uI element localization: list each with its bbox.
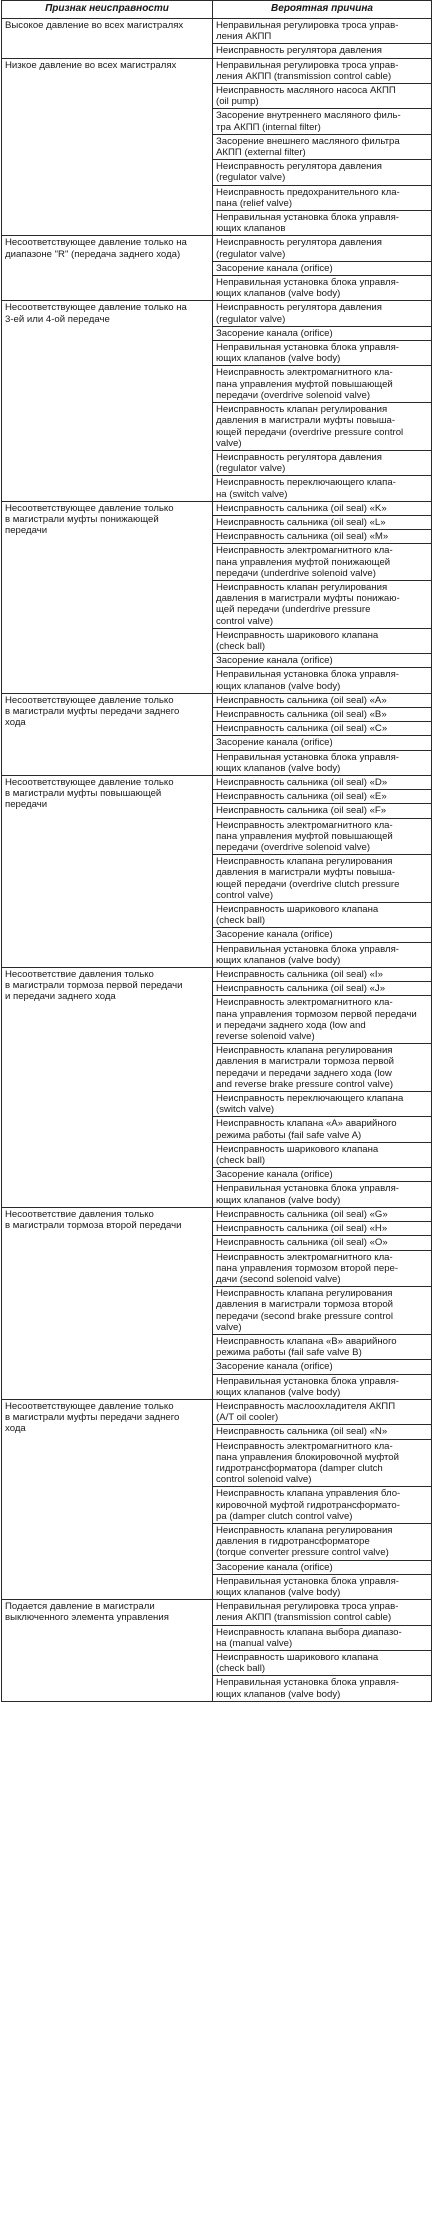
cause-text: ющих клапанов (valve body): [216, 1586, 341, 1598]
cause-cell: [213, 1287, 432, 1335]
cause-text: Неправильная установка блока управля-: [216, 1375, 399, 1387]
cause-text: (check ball): [216, 915, 266, 927]
cause-text: ющей передачи (overdrive pressure control: [216, 426, 404, 438]
cause-text: ющих клапанов (valve body): [216, 1688, 341, 1700]
cause-text: пана управления муфтой повышающей: [216, 378, 393, 390]
cause-text: режима работы (fail safe valve B): [216, 1347, 362, 1359]
cause-cell: [213, 1092, 432, 1117]
cause-cell: [213, 790, 432, 804]
cause-cell: [213, 450, 432, 475]
cause-text: ющих клапанов (valve body): [216, 1386, 341, 1398]
symptom-cell: [2, 968, 213, 1208]
symptom-text: в магистрали муфты передачи заднего: [5, 705, 180, 717]
cause-text: Засорение канала (orifice): [216, 1561, 333, 1573]
cause-text: Неисправность клапана регулирования: [216, 1288, 393, 1300]
cause-text: Неисправность сальника (oil seal) «B»: [216, 708, 387, 720]
symptom-text: Несоответствующее давление только на: [5, 237, 187, 249]
cause-cell: [213, 1142, 432, 1167]
cause-text: Неправильная регулировка троса управ-: [216, 20, 399, 31]
cause-text: Неисправность сальника (oil seal) «M»: [216, 531, 389, 543]
cause-text: (regulator valve): [216, 313, 286, 325]
cause-cell: [213, 261, 432, 275]
cause-text: Неисправность масляного насоса АКПП: [216, 85, 396, 97]
cause-text: Неисправность клапана «B» аварийного: [216, 1335, 397, 1347]
cause-text: Неисправность сальника (oil seal) «E»: [216, 791, 387, 803]
cause-cell: [213, 1487, 432, 1524]
cause-text: Неисправность регулятора давления: [216, 161, 382, 173]
cause-cell: [213, 1523, 432, 1560]
cause-text: control valve): [216, 889, 274, 901]
cause-text: (A/T oil cooler): [216, 1412, 279, 1424]
cause-text: control solenoid valve): [216, 1474, 312, 1486]
symptom-text: Несоответствующее давление только на: [5, 302, 187, 314]
cause-cell: [213, 301, 432, 326]
cause-text: кировочной муфтой гидротрансформато-: [216, 1499, 400, 1511]
symptom-text: 3-ей или 4-ой передаче: [5, 313, 110, 325]
cause-text: (check ball): [216, 1155, 266, 1167]
cause-text: Неисправность клапана регулирования: [216, 1524, 393, 1536]
cause-text: Неисправность клапана выбора диапазо-: [216, 1626, 402, 1638]
cause-cell: [213, 968, 432, 982]
cause-cell: [213, 722, 432, 736]
cause-text: valve): [216, 437, 242, 449]
cause-text: Неисправность сальника (oil seal) «O»: [216, 1237, 388, 1249]
symptom-text: в магистрали муфты передачи заднего: [5, 1412, 180, 1424]
header-cause: Вероятная причина: [213, 1, 432, 19]
cause-cell: [213, 185, 432, 210]
cause-text: ющих клапанов (valve body): [216, 1194, 341, 1206]
cause-text: Засорение канала (orifice): [216, 262, 333, 274]
cause-cell: [213, 1425, 432, 1439]
cause-text: (regulator valve): [216, 463, 286, 475]
cause-cell: [213, 1676, 432, 1701]
cause-text: Неисправность клапана регулирования: [216, 1045, 393, 1057]
symptom-text: и передачи заднего хода: [5, 991, 116, 1003]
cause-cell: [213, 855, 432, 903]
cause-cell: [213, 1399, 432, 1424]
cause-cell: [213, 1182, 432, 1207]
symptom-text: Высокое давление во всех магистралях: [5, 20, 184, 31]
cause-text: Неисправность клапан регулирования: [216, 404, 388, 416]
cause-text: Неисправность клапан регулирования: [216, 581, 388, 593]
cause-text: Неисправность шарикового клапана: [216, 904, 379, 916]
cause-cell: [213, 1334, 432, 1359]
cause-cell: [213, 515, 432, 529]
cause-text: пана управления муфтой понижающей: [216, 556, 391, 568]
cause-text: Неисправность переключающего клапа-: [216, 477, 396, 489]
cause-text: давления в магистрали муфты понижаю-: [216, 593, 400, 605]
table-row: [2, 1399, 432, 1424]
cause-text: передачи (overdrive solenoid valve): [216, 842, 371, 853]
symptom-text: Несоответствующее давление только: [5, 776, 174, 788]
cause-cell: [213, 818, 432, 855]
cause-cell: [213, 1560, 432, 1574]
cause-text: передачи (overdrive solenoid valve): [216, 389, 371, 401]
cause-cell: [213, 326, 432, 340]
table-row: [2, 301, 432, 326]
cause-text: Засорение канала (orifice): [216, 737, 333, 749]
cause-text: Неисправность сальника (oil seal) «N»: [216, 1426, 388, 1438]
cause-text: (regulator valve): [216, 172, 286, 184]
cause-text: Неправильная установка блока управля-: [216, 1575, 399, 1587]
cause-cell: [213, 1250, 432, 1287]
symptom-text: в магистрали тормоза первой передачи: [5, 980, 183, 992]
table-row: [2, 58, 432, 83]
cause-text: Неисправность шарикового клапана: [216, 1143, 379, 1155]
cause-text: гидротрансформатора (damper clutch: [216, 1462, 383, 1474]
symptom-cell: [2, 236, 213, 301]
table-header-row: [2, 1, 432, 19]
symptom-text: в магистрали муфты понижающей: [5, 513, 159, 525]
cause-cell: [213, 544, 432, 581]
cause-text: ющих клапанов (valve body): [216, 353, 341, 365]
cause-text: (switch valve): [216, 1104, 275, 1116]
cause-text: Неправильная установка блока управля-: [216, 943, 399, 955]
cause-cell: [213, 44, 432, 58]
symptom-cell: [2, 693, 213, 775]
symptom-text: Несоответствующее давление только: [5, 1400, 174, 1412]
cause-text: Неправильная установка блока управля-: [216, 342, 399, 354]
cause-text: на (manual valve): [216, 1637, 293, 1649]
cause-cell: [213, 160, 432, 185]
cause-text: Неправильная регулировка троса управ-: [216, 59, 399, 71]
symptom-text: хода: [5, 1423, 26, 1435]
cause-cell: [213, 403, 432, 451]
cause-cell: [213, 211, 432, 236]
cause-text: Неисправность предохранительного кла-: [216, 186, 400, 198]
table-body: [2, 19, 432, 1702]
cause-text: reverse solenoid valve): [216, 1031, 315, 1043]
cause-text: Неправильная регулировка троса управ-: [216, 1601, 399, 1613]
cause-text: пана управления блокировочной муфтой: [216, 1451, 399, 1463]
cause-cell: [213, 58, 432, 83]
cause-text: Засорение канала (orifice): [216, 1169, 333, 1181]
cause-cell: [213, 1236, 432, 1250]
table-row: [2, 236, 432, 261]
cause-cell: [213, 1374, 432, 1399]
cause-text: Засорение канала (orifice): [216, 1361, 333, 1373]
cause-cell: [213, 341, 432, 366]
cause-text: Неисправность сальника (oil seal) «D»: [216, 776, 388, 788]
cause-cell: [213, 736, 432, 750]
cause-cell: [213, 654, 432, 668]
cause-text: ющих клапанов (valve body): [216, 762, 341, 774]
header-symptom: Признак неисправности: [2, 1, 213, 19]
cause-text: Неисправность шарикового клапана: [216, 1652, 379, 1663]
cause-cell: [213, 982, 432, 996]
cause-text: Неисправность регулятора давления: [216, 302, 382, 314]
cause-text: Неисправность электромагнитного кла-: [216, 1251, 393, 1263]
table-row: [2, 19, 432, 44]
cause-text: Засорение внешнего масляного фильтра: [216, 135, 400, 147]
symptom-text: диапазоне "R" (передача заднего хода): [5, 248, 181, 260]
table-row: [2, 968, 432, 982]
cause-text: Засорение канала (orifice): [216, 655, 333, 667]
cause-cell: [213, 501, 432, 515]
cause-cell: [213, 804, 432, 818]
cause-text: Неисправность сальника (oil seal) «J»: [216, 983, 386, 995]
symptom-cell: [2, 775, 213, 967]
symptom-text: в магистрали тормоза второй передачи: [5, 1220, 182, 1232]
table-row: [2, 693, 432, 707]
symptom-text: Низкое давление во всех магистралях: [5, 59, 177, 71]
cause-text: Неисправность клапана регулирования: [216, 856, 393, 868]
cause-cell: [213, 1360, 432, 1374]
cause-cell: [213, 1222, 432, 1236]
cause-text: давления в магистрали тормоза первой: [216, 1056, 395, 1068]
cause-text: ра (damper clutch control valve): [216, 1510, 353, 1522]
cause-text: Неисправность регулятора давления: [216, 45, 382, 57]
cause-cell: [213, 903, 432, 928]
cause-text: valve): [216, 1321, 242, 1333]
symptom-text: передачи: [5, 799, 48, 811]
cause-cell: [213, 693, 432, 707]
cause-cell: [213, 1168, 432, 1182]
cause-text: Неисправность электромагнитного кла-: [216, 819, 393, 831]
cause-cell: [213, 1207, 432, 1221]
cause-text: на (switch valve): [216, 488, 288, 500]
cause-cell: [213, 580, 432, 628]
table-row: [2, 1600, 432, 1625]
cause-text: пана управления тормозом первой передачи: [216, 1008, 417, 1020]
cause-text: передачи и передачи заднего хода (low: [216, 1067, 392, 1079]
cause-text: пана управления тормозом второй пере-: [216, 1262, 399, 1274]
cause-text: пана (relief valve): [216, 197, 293, 209]
cause-text: Неправильная установка блока управля-: [216, 1183, 399, 1195]
table-row: [2, 775, 432, 789]
cause-cell: [213, 1651, 432, 1676]
symptom-text: Несоответствие давления только: [5, 1208, 154, 1220]
cause-cell: [213, 707, 432, 721]
cause-cell: [213, 530, 432, 544]
cause-cell: [213, 236, 432, 261]
cause-text: Засорение канала (orifice): [216, 327, 333, 339]
cause-text: ющих клапанов: [216, 223, 286, 235]
cause-text: АКПП (external filter): [216, 147, 306, 159]
cause-text: Неисправность клапана «А» аварийного: [216, 1118, 397, 1130]
cause-text: Неправильная установка блока управля-: [216, 751, 399, 763]
cause-cell: [213, 134, 432, 159]
cause-text: Засорение внутреннего масляного филь-: [216, 110, 401, 122]
symptom-text: хода: [5, 717, 26, 729]
symptom-cell: [2, 19, 213, 59]
cause-text: (torque converter pressure control valve): [216, 1547, 389, 1559]
cause-text: Неисправность клапана управления бло-: [216, 1488, 401, 1500]
symptom-cell: [2, 1600, 213, 1702]
symptom-text: Несоответствие давления только: [5, 969, 154, 981]
cause-text: (oil pump): [216, 96, 259, 108]
cause-cell: [213, 84, 432, 109]
cause-text: (check ball): [216, 640, 266, 652]
cause-cell: [213, 19, 432, 44]
cause-text: Неисправность электромагнитного кла-: [216, 1440, 393, 1452]
cause-text: Неисправность регулятора давления: [216, 237, 382, 249]
table-row: [2, 501, 432, 515]
cause-text: Неисправность сальника (oil seal) «C»: [216, 723, 388, 735]
cause-text: Неисправность сальника (oil seal) «A»: [216, 694, 387, 706]
cause-text: Неисправность шарикового клапана: [216, 629, 379, 641]
cause-text: дачи (second solenoid valve): [216, 1273, 341, 1285]
cause-text: Засорение канала (orifice): [216, 929, 333, 941]
cause-text: давления в магистрали тормоза второй: [216, 1299, 394, 1311]
cause-text: (regulator valve): [216, 248, 286, 260]
cause-text: Неисправность регулятора давления: [216, 451, 382, 463]
cause-text: давления в магистрали муфты повыша-: [216, 867, 396, 879]
cause-text: Неисправность электромагнитного кла-: [216, 545, 393, 557]
cause-text: режима работы (fail safe valve A): [216, 1129, 362, 1141]
cause-cell: [213, 628, 432, 653]
cause-text: давления в гидротрансформаторе: [216, 1536, 370, 1548]
cause-cell: [213, 750, 432, 775]
cause-cell: [213, 366, 432, 403]
symptom-text: выключенного элемента управления: [5, 1612, 169, 1624]
symptom-cell: [2, 1399, 213, 1599]
cause-cell: [213, 276, 432, 301]
cause-text: ющих клапанов (valve body): [216, 954, 341, 966]
cause-text: Неправильная установка блока управля-: [216, 277, 399, 289]
cause-text: передачи (second brake pressure control: [216, 1310, 393, 1322]
cause-text: Неисправность сальника (oil seal) «I»: [216, 969, 383, 981]
cause-text: Неисправность сальника (oil seal) «K»: [216, 502, 387, 514]
cause-text: Неисправность сальника (oil seal) «L»: [216, 516, 386, 528]
cause-text: Неисправность сальника (oil seal) «F»: [216, 805, 387, 817]
cause-text: Неправильная установка блока управля-: [216, 669, 399, 681]
cause-cell: [213, 1625, 432, 1650]
cause-cell: [213, 1044, 432, 1092]
cause-cell: [213, 1117, 432, 1142]
cause-text: Неисправность маслоохладителя АКПП: [216, 1400, 396, 1412]
cause-text: ления АКПП: [216, 31, 272, 43]
cause-text: ления АКПП (transmission control cable): [216, 1612, 392, 1624]
cause-cell: [213, 1439, 432, 1487]
cause-text: Неисправность электромагнитного кла-: [216, 367, 393, 379]
cause-cell: [213, 928, 432, 942]
cause-text: давления в магистрали муфты повыша-: [216, 415, 396, 427]
cause-text: Неисправность сальника (oil seal) «H»: [216, 1223, 388, 1235]
cause-text: передачи (underdrive solenoid valve): [216, 567, 376, 579]
cause-text: щей передачи (underdrive pressure: [216, 604, 371, 616]
cause-text: тра АКПП (internal filter): [216, 121, 321, 133]
symptom-text: передачи: [5, 525, 48, 537]
cause-text: Неисправность сальника (oil seal) «G»: [216, 1208, 388, 1220]
cause-text: ющих клапанов (valve body): [216, 288, 341, 300]
cause-text: Неисправность электромагнитного кла-: [216, 997, 393, 1009]
cause-cell: [213, 775, 432, 789]
cause-cell: [213, 942, 432, 967]
cause-cell: [213, 1600, 432, 1625]
symptom-text: Подается давление в магистрали: [5, 1601, 155, 1613]
cause-text: control valve): [216, 615, 274, 627]
diagnostics-table: [1, 0, 432, 1702]
cause-text: Неправильная установка блока управля-: [216, 212, 399, 224]
cause-text: пана управления муфтой повышающей: [216, 830, 393, 842]
symptom-cell: [2, 301, 213, 501]
cause-text: (check ball): [216, 1663, 266, 1675]
cause-cell: [213, 476, 432, 501]
cause-text: Неисправность переключающего клапана: [216, 1093, 404, 1105]
cause-text: ющих клапанов (valve body): [216, 680, 341, 692]
symptom-cell: [2, 501, 213, 693]
cause-cell: [213, 1574, 432, 1599]
cause-cell: [213, 109, 432, 134]
cause-text: and reverse brake pressure control valve): [216, 1078, 394, 1090]
cause-cell: [213, 996, 432, 1044]
symptom-text: Несоответствующее давление только: [5, 502, 174, 514]
cause-text: и передачи заднего хода (low and: [216, 1019, 366, 1031]
symptom-text: в магистрали муфты повышающей: [5, 788, 162, 800]
cause-text: Неправильная установка блока управля-: [216, 1677, 399, 1689]
symptom-cell: [2, 58, 213, 236]
cause-text: ления АКПП (transmission control cable): [216, 70, 392, 82]
cause-cell: [213, 668, 432, 693]
cause-text: ющей передачи (overdrive clutch pressure: [216, 878, 400, 890]
table-row: [2, 1207, 432, 1221]
symptom-text: Несоответствующее давление только: [5, 694, 174, 706]
symptom-cell: [2, 1207, 213, 1399]
